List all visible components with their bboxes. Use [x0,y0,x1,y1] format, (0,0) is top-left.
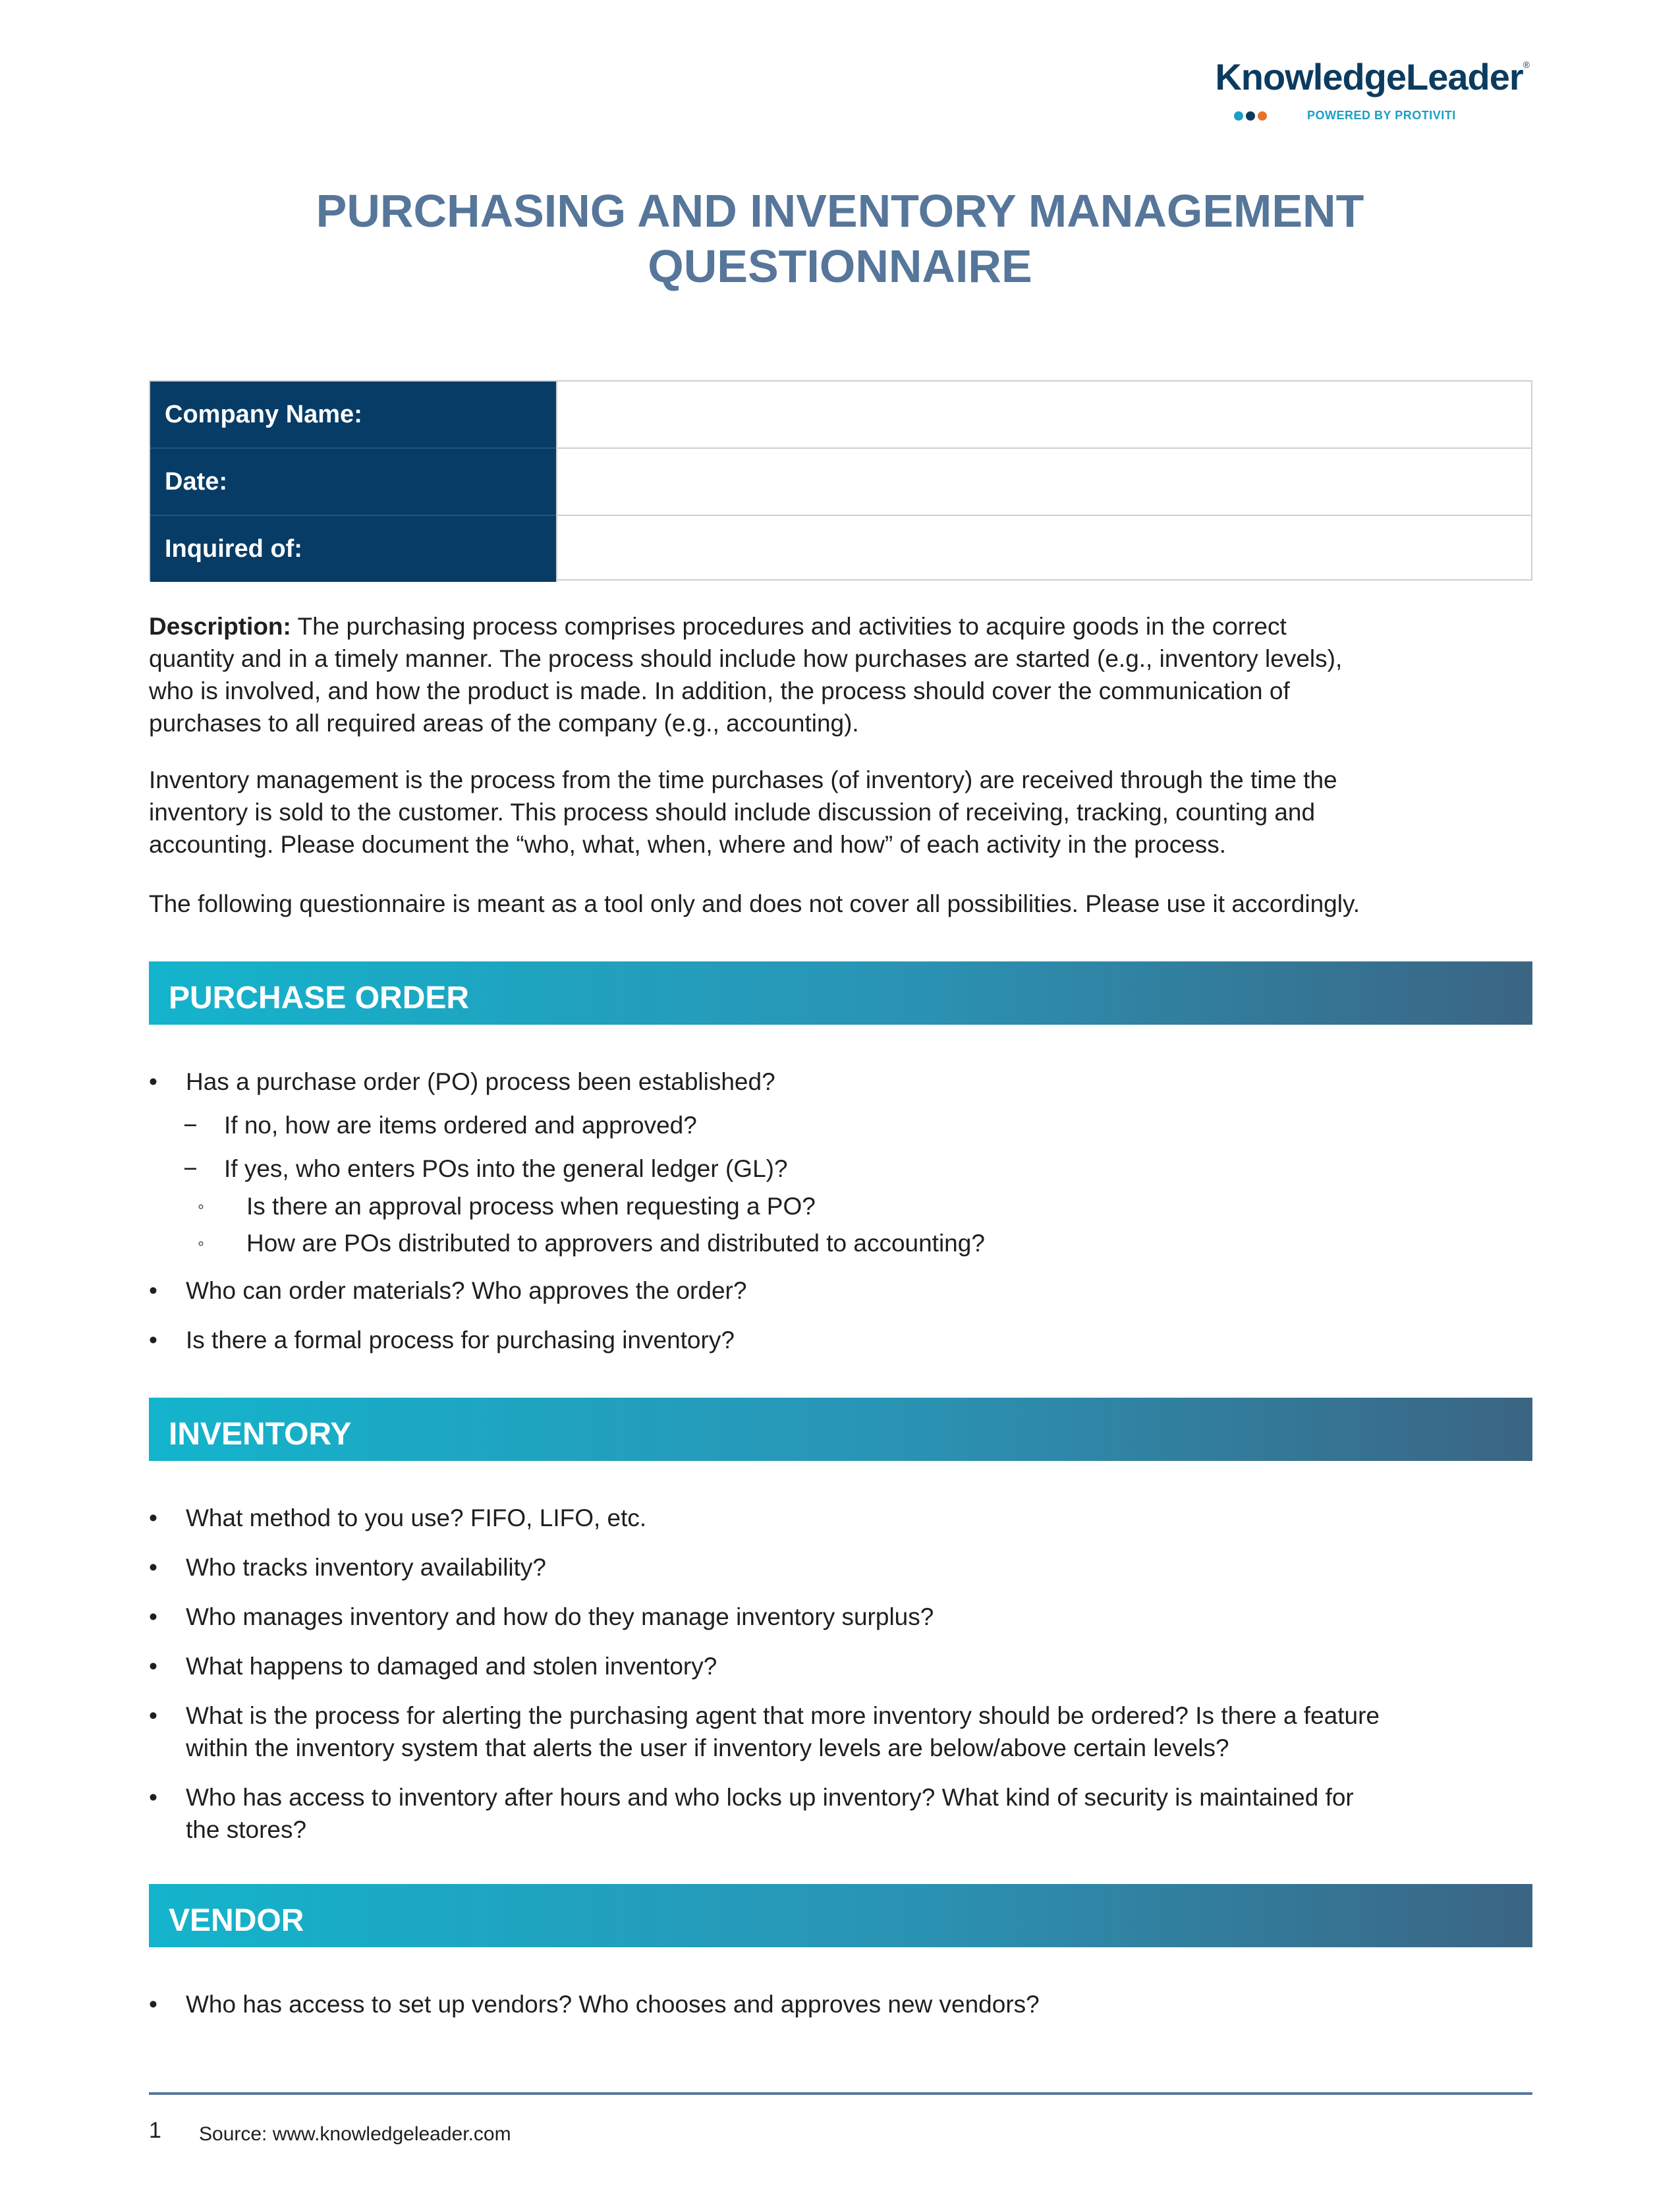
list-item-text: Who tracks inventory availability? [186,1554,546,1581]
bullet-marker: • [149,1603,157,1630]
logo-dot-1 [1234,111,1243,121]
list-item-text: Who manages inventory and how do they manage inventory surplus? [186,1603,934,1630]
bullet-marker: • [149,1653,157,1680]
date-label: Date: [150,449,556,515]
bullet-marker: • [149,1554,157,1581]
description-label: Description: [149,613,291,640]
bullet-marker: • [149,1068,157,1095]
paragraph-line: accounting. Please document the “who, what, when, where and how” of each activity in the process. [149,831,1227,858]
section-heading-vendor: VENDOR [149,1884,1532,1947]
logo-registered-mark: ® [1523,59,1529,70]
title-line-2: QUESTIONNAIRE [648,241,1032,292]
description-text-line: who is involved, and how the product is made. In addition, the process should cover the communication of [149,677,1290,704]
dash-marker: − [183,1155,198,1182]
title-line-1: PURCHASING AND INVENTORY MANAGEMENT [316,185,1364,237]
list-item [183,1153,788,1185]
company-name-field[interactable] [556,382,1531,447]
list-item-text: If no, how are items ordered and approved? [224,1112,697,1139]
circle-marker: ◦ [198,1196,204,1216]
source-note: Source: www.knowledgeleader.com [199,2123,511,2145]
section-heading-purchase-order: PURCHASE ORDER [149,961,1532,1025]
list-item-text: Is there a formal process for purchasing inventory? [186,1327,735,1354]
company-name-label: Company Name: [150,382,556,447]
list-item [149,1781,1354,1846]
list-item-text: How are POs distributed to approvers and distributed to accounting? [246,1230,985,1257]
description-text-line: purchases to all required areas of the company (e.g., accounting). [149,710,859,737]
list-item-text: within the inventory system that alerts the user if inventory levels are below/above certain levels? [186,1734,1229,1761]
bullet-marker: • [149,1702,157,1729]
list-item-text: Is there an approval process when requesting a PO? [246,1193,816,1220]
logo-tagline: POWERED BY PROTIVITI [1307,109,1456,122]
list-item [149,1324,735,1356]
bullet-marker: • [149,1991,157,2018]
info-row-company-name [150,382,1531,447]
list-item [149,1988,1040,2020]
list-item-text: Who can order materials? Who approves the order? [186,1277,747,1304]
list-item-text: Who has access to inventory after hours and who locks up inventory? What kind of security is maintained for [186,1784,1354,1811]
description-text-line: The purchasing process comprises procedures and activities to acquire goods in the correct [291,613,1287,640]
bullet-marker: • [149,1327,157,1354]
list-item [198,1227,985,1259]
list-item [149,1551,546,1584]
logo-wordmark: KnowledgeLeader [1215,56,1523,98]
section-heading-inventory: INVENTORY [149,1398,1532,1461]
knowledgeleader-logo [1187,55,1529,128]
paragraph-line: Inventory management is the process from the time purchases (of inventory) are received through the time the [149,766,1337,793]
list-item-text: What is the process for alerting the purchasing agent that more inventory should be ordered? Is there a feature [186,1702,1380,1729]
inquired-of-field[interactable] [556,516,1531,582]
list-item [149,1502,646,1534]
list-item [149,1699,1380,1764]
list-item [149,1601,934,1633]
list-item [149,1066,775,1098]
list-item [149,1274,746,1307]
inquired-of-label: Inquired of: [150,516,556,582]
bullet-marker: • [149,1784,157,1811]
list-item-text: Who has access to set up vendors? Who chooses and approves new vendors? [186,1991,1040,2018]
list-item [198,1190,816,1222]
logo-dot-3 [1258,111,1267,121]
info-row-inquired-of [150,516,1531,582]
bullet-marker: • [149,1277,157,1304]
inventory-management-paragraph [149,764,1539,861]
description-paragraph [149,610,1539,739]
info-row-date [150,449,1531,515]
list-item-text: If yes, who enters POs into the general ledger (GL)? [224,1155,788,1182]
paragraph-line: inventory is sold to the customer. This process should include discussion of receiving, tracking, counting and [149,799,1316,826]
bullet-marker: • [149,1504,157,1531]
list-item [149,1650,717,1682]
paragraph-line: The following questionnaire is meant as a tool only and does not cover all possibilities. Please use it accordingly. [149,890,1360,917]
list-item-text: the stores? [186,1816,307,1843]
list-item [183,1109,697,1141]
disclaimer-paragraph [149,888,1539,920]
logo-dot-2 [1246,111,1255,121]
circle-marker: ◦ [198,1233,204,1253]
description-text-line: quantity and in a timely manner. The process should include how purchases are started (e.g., inventory levels), [149,645,1343,672]
footer-divider [149,2092,1532,2095]
list-item-text: Has a purchase order (PO) process been established? [186,1068,775,1095]
dash-marker: − [183,1112,198,1139]
date-field[interactable] [556,449,1531,515]
page-number: 1 [149,2118,161,2143]
company-info-table [149,380,1532,581]
page-title [0,183,1680,294]
list-item-text: What method to you use? FIFO, LIFO, etc. [186,1504,647,1531]
list-item-text: What happens to damaged and stolen inventory? [186,1653,717,1680]
